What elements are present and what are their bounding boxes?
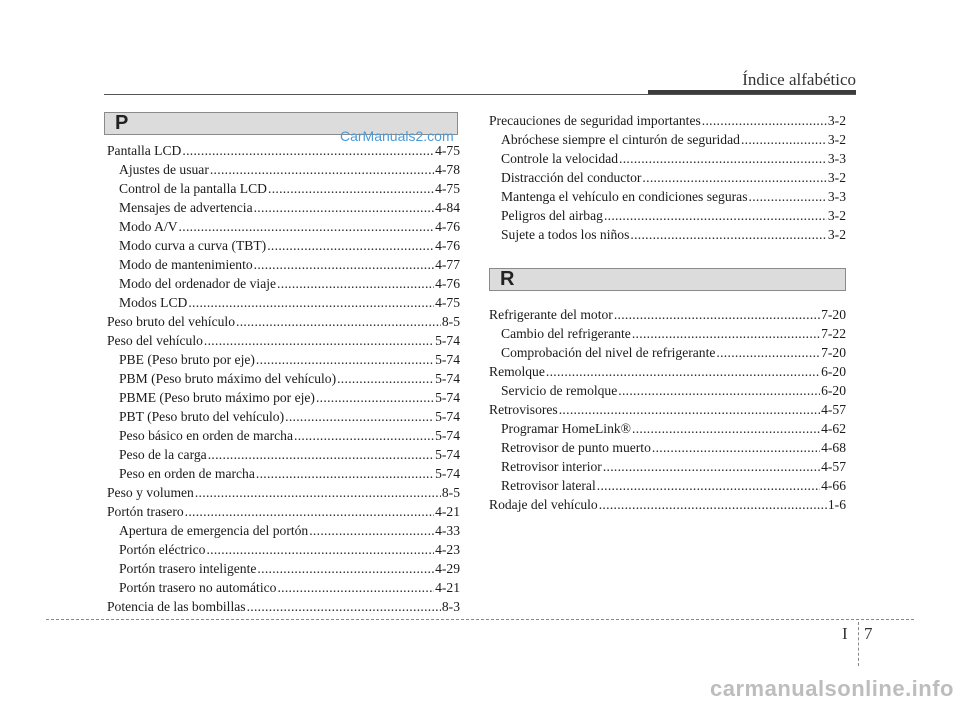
dot-leader [256, 350, 434, 369]
index-entry [107, 483, 460, 502]
entry-page-ref: 4-75 [435, 181, 460, 196]
entry-text: Peso básico en orden de marcha [119, 428, 294, 443]
dot-leader [614, 305, 820, 324]
index-subentry [107, 445, 460, 464]
dot-leader [603, 457, 820, 476]
index-subentry [489, 324, 846, 343]
index-entry [489, 400, 846, 419]
index-subentry [107, 179, 460, 198]
entry-page-ref: 4-23 [435, 542, 460, 557]
entry-text: Modo curva a curva (TBT) [119, 238, 267, 253]
entry-text: Apertura de emergencia del portón [119, 523, 309, 538]
entry-page-ref: 4-84 [435, 200, 460, 215]
dot-leader [294, 426, 434, 445]
index-entry [107, 312, 460, 331]
index-subentry [489, 130, 846, 149]
entry-page-ref: 4-66 [821, 478, 846, 493]
dot-leader [188, 293, 434, 312]
entry-text: Peso bruto del vehículo [107, 314, 235, 329]
dot-leader [257, 559, 434, 578]
entry-page-ref: 4-68 [821, 440, 846, 455]
entry-text: PBM (Peso bruto máximo del vehículo) [119, 371, 337, 386]
dot-leader [642, 168, 826, 187]
index-subentry [107, 559, 460, 578]
entry-page-ref: 4-76 [435, 276, 460, 291]
entry-page-ref: 8-5 [441, 314, 460, 329]
entry-page-ref: 6-20 [821, 364, 846, 379]
entry-page-ref: 5-74 [435, 428, 460, 443]
entry-page-ref: 3-2 [827, 227, 846, 242]
index-subentry [107, 388, 460, 407]
index-entry [489, 362, 846, 381]
index-subentry [489, 225, 846, 244]
entry-page-ref: 5-74 [435, 390, 460, 405]
index-subentry [489, 381, 846, 400]
watermark-top: CarManuals2.com [340, 128, 454, 144]
entry-page-ref: 4-76 [435, 238, 460, 253]
entry-text: PBE (Peso bruto por eje) [119, 352, 255, 367]
section-letter-r: R [500, 268, 515, 290]
section-letter-p: P [115, 112, 129, 134]
entry-text: Peligros del airbag [501, 208, 603, 223]
index-subentry [107, 255, 460, 274]
index-column-left [107, 141, 460, 616]
dot-leader [208, 445, 434, 464]
entry-page-ref: 7-20 [821, 345, 846, 360]
entry-page-ref: 4-78 [435, 162, 460, 177]
entry-text: Controle la velocidad [501, 151, 619, 166]
index-subentry [107, 293, 460, 312]
entry-text: Retrovisor lateral [501, 478, 596, 493]
dot-leader [267, 236, 434, 255]
entry-page-ref: 7-22 [821, 326, 846, 341]
entry-text: Peso del vehículo [107, 333, 203, 348]
entry-text: Abróchese siempre el cinturón de seguridad [501, 132, 740, 147]
dot-leader [559, 400, 820, 419]
entry-page-ref: 1-6 [827, 497, 846, 512]
dot-leader [316, 388, 434, 407]
dot-leader [277, 578, 434, 597]
index-subentry [107, 578, 460, 597]
dot-leader [254, 198, 434, 217]
index-subentry [107, 274, 460, 293]
entry-page-ref: 4-33 [435, 523, 460, 538]
entry-page-ref: 4-76 [435, 219, 460, 234]
index-subentry [107, 464, 460, 483]
dot-leader [210, 160, 434, 179]
entry-text: Portón eléctrico [119, 542, 206, 557]
dot-leader [630, 225, 826, 244]
index-subentry [489, 457, 846, 476]
dot-leader [702, 111, 827, 130]
entry-text: Control de la pantalla LCD [119, 181, 267, 196]
dot-leader [195, 483, 441, 502]
entry-text: Modo del ordenador de viaje [119, 276, 277, 291]
entry-page-ref: 4-21 [435, 580, 460, 595]
entry-text: Cambio del refrigerante [501, 326, 631, 341]
entry-page-ref: 5-74 [435, 409, 460, 424]
index-subentry [489, 206, 846, 225]
index-subentry [107, 521, 460, 540]
index-subentry [489, 419, 846, 438]
entry-page-ref: 3-2 [827, 208, 846, 223]
index-subentry [107, 160, 460, 179]
entry-text: Servicio de remolque [501, 383, 618, 398]
index-entry [107, 502, 460, 521]
entry-text: Ajustes de usuar [119, 162, 209, 177]
entry-text: Programar HomeLink® [501, 421, 631, 436]
index-subentry [107, 217, 460, 236]
entry-page-ref: 3-2 [827, 132, 846, 147]
entry-page-ref: 3-2 [827, 170, 846, 185]
dot-leader [337, 369, 434, 388]
entry-text: Modos LCD [119, 295, 188, 310]
dot-leader [749, 187, 827, 206]
index-column-right-r [489, 305, 846, 514]
footer-dashed-line [46, 619, 914, 620]
dot-leader [204, 331, 434, 350]
dot-leader [236, 312, 441, 331]
entry-text: Distracción del conductor [501, 170, 642, 185]
entry-page-ref: 3-3 [827, 151, 846, 166]
dot-leader [256, 464, 434, 483]
entry-page-ref: 5-74 [435, 371, 460, 386]
dot-leader [254, 255, 434, 274]
entry-page-ref: 4-57 [821, 459, 846, 474]
index-subentry [107, 236, 460, 255]
dot-leader [546, 362, 820, 381]
entry-text: Modo de mantenimiento [119, 257, 253, 272]
entry-text: Mensajes de advertencia [119, 200, 253, 215]
entry-text: Mantenga el vehículo en condiciones seguras [501, 189, 748, 204]
dot-leader [268, 179, 434, 198]
entry-text: Peso y volumen [107, 485, 194, 500]
entry-text: Portón trasero [107, 504, 184, 519]
index-subentry [489, 149, 846, 168]
entry-page-ref: 3-3 [827, 189, 846, 204]
entry-text: Comprobación del nivel de refrigerante [501, 345, 716, 360]
entry-text: Retrovisor interior [501, 459, 602, 474]
entry-text: Pantalla LCD [107, 143, 182, 158]
entry-text: Rodaje del vehículo [489, 497, 598, 512]
entry-text: Portón trasero no automático [119, 580, 277, 595]
page-number-section: I [842, 624, 848, 643]
entry-text: Modo A/V [119, 219, 178, 234]
section-bar-r [489, 268, 846, 291]
entry-page-ref: 4-77 [435, 257, 460, 272]
footer-dashed-vertical [858, 622, 859, 666]
entry-text: Retrovisor de punto muerto [501, 440, 651, 455]
page-header-title: Índice alfabético [742, 70, 856, 89]
entry-text: Portón trasero inteligente [119, 561, 257, 576]
entry-text: Peso de la carga [119, 447, 207, 462]
dot-leader [182, 141, 434, 160]
index-entry [107, 331, 460, 350]
dot-leader [716, 343, 820, 362]
entry-page-ref: 4-29 [435, 561, 460, 576]
dot-leader [277, 274, 434, 293]
entry-page-ref: 4-57 [821, 402, 846, 417]
index-entry [107, 597, 460, 616]
page-number-page: 7 [864, 624, 873, 643]
entry-page-ref: 4-75 [435, 143, 460, 158]
entry-text: Remolque [489, 364, 545, 379]
dot-leader [741, 130, 827, 149]
entry-page-ref: 6-20 [821, 383, 846, 398]
dot-leader [652, 438, 820, 457]
index-subentry [489, 168, 846, 187]
entry-page-ref: 7-20 [821, 307, 846, 322]
entry-page-ref: 4-75 [435, 295, 460, 310]
index-column-right-p [489, 111, 846, 244]
index-subentry [107, 426, 460, 445]
dot-leader [599, 495, 827, 514]
index-subentry [107, 350, 460, 369]
entry-text: Sujete a todos los niños [501, 227, 630, 242]
index-entry [107, 141, 460, 160]
dot-leader [632, 419, 820, 438]
entry-page-ref: 8-3 [441, 599, 460, 614]
dot-leader [247, 597, 441, 616]
index-subentry [489, 438, 846, 457]
dot-leader [179, 217, 435, 236]
entry-page-ref: 8-5 [441, 485, 460, 500]
dot-leader [309, 521, 434, 540]
dot-leader [604, 206, 827, 225]
entry-page-ref: 5-74 [435, 333, 460, 348]
entry-page-ref: 5-74 [435, 352, 460, 367]
index-entry [489, 305, 846, 324]
index-subentry [489, 343, 846, 362]
entry-page-ref: 3-2 [827, 113, 846, 128]
entry-text: PBT (Peso bruto del vehículo) [119, 409, 285, 424]
index-subentry [107, 540, 460, 559]
entry-page-ref: 4-62 [821, 421, 846, 436]
entry-text: Potencia de las bombillas [107, 599, 246, 614]
index-subentry [489, 187, 846, 206]
entry-text: Precauciones de seguridad importantes [489, 113, 701, 128]
watermark-bottom: carmanualsonline.info [710, 676, 954, 701]
entry-page-ref: 5-74 [435, 447, 460, 462]
index-entry [489, 111, 846, 130]
index-subentry [489, 476, 846, 495]
entry-text: Retrovisores [489, 402, 558, 417]
entry-text: PBME (Peso bruto máximo por eje) [119, 390, 315, 405]
header-thin-rule [104, 94, 856, 95]
index-entry [489, 495, 846, 514]
index-subentry [107, 198, 460, 217]
dot-leader [618, 381, 820, 400]
dot-leader [206, 540, 434, 559]
dot-leader [185, 502, 434, 521]
index-subentry [107, 407, 460, 426]
index-subentry [107, 369, 460, 388]
entry-page-ref: 4-21 [435, 504, 460, 519]
dot-leader [597, 476, 820, 495]
dot-leader [619, 149, 827, 168]
dot-leader [632, 324, 820, 343]
entry-text: Peso en orden de marcha [119, 466, 255, 481]
entry-page-ref: 5-74 [435, 466, 460, 481]
dot-leader [285, 407, 434, 426]
entry-text: Refrigerante del motor [489, 307, 613, 322]
